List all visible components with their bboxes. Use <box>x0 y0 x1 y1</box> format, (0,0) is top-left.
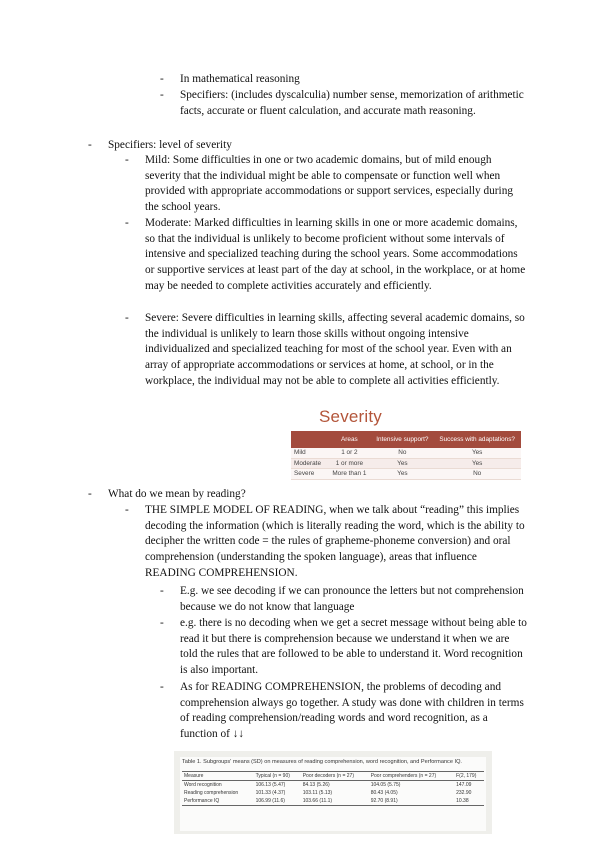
table-row <box>182 789 484 797</box>
table1 <box>182 771 484 806</box>
table1-image <box>174 751 492 834</box>
item-text: Moderate: Marked difficulties in learning skills in one or more academic domains, so that the individual is unlikely to become proficient without some intervals of intensive and specialized teaching during the school years. Some accommodations or supportive services at least part of the day at school, in the workplace, or at home may be needed to complete activities accurately and efficiently. <box>145 217 526 292</box>
table-cell: No <box>433 469 521 480</box>
header-cell: Success with adaptations? <box>433 431 521 448</box>
item-text: Mild: Some difficulties in one or two academic domains, but of mild enough severity that the individual might be able to compensate or function well when provided with appropriate accommodations or support services, especially during the school years. <box>145 154 513 214</box>
item-text: THE SIMPLE MODEL OF READING, when we talk about “reading” this implies decoding the information (which is literally reading the word, which is the ability to decipher the written code = the rules of grapheme-phoneme conversion) and oral comprehension (understanding the spoken language), areas that influence READING COMPREHENSION. <box>145 504 525 579</box>
table-cell: 103.11 (5.13) <box>302 790 333 796</box>
list-item <box>125 503 528 582</box>
item-text: In mathematical reasoning <box>180 73 300 85</box>
item-text: Severe: Severe difficulties in learning skills, affecting several academic domains, so the individual is unlikely to learn those skills without ongoing intensive individualized and specialized teaching for most of the school year. Even with an array of appropriate accommodations or services at home, at school, or in the workplace, the individual may not be able to complete all activities efficiently. <box>145 312 525 387</box>
table1-frame <box>180 757 486 831</box>
header-cell: F(2, 179) <box>454 772 484 781</box>
list-item <box>160 584 528 615</box>
severity-slide-image <box>283 401 524 489</box>
list-item <box>160 616 528 679</box>
table-cell: No <box>371 448 433 458</box>
list-item <box>160 680 528 743</box>
severity-title: Severity <box>319 407 383 426</box>
table-cell: 92.70 (8.91) <box>369 797 454 806</box>
list-item <box>125 216 528 295</box>
table-cell: Word recognition <box>184 782 222 788</box>
list-item <box>88 487 528 503</box>
bullet-dash: - <box>125 217 129 229</box>
table-cell: 101.33 (4.37) <box>255 790 286 796</box>
bullet-dash: - <box>160 585 164 597</box>
table-cell: Yes <box>433 458 521 469</box>
table-cell: 1 or more <box>327 458 371 469</box>
list-item <box>160 88 528 119</box>
table-row <box>291 448 521 458</box>
severity-table <box>291 431 521 480</box>
header-cell: Poor decoders (n = 27) <box>301 772 369 781</box>
table-cell: Mild <box>291 448 327 458</box>
item-text: As for READING COMPREHENSION, the problems of decoding and comprehension always go together. A study was done with children in terms of reading comprehension/reading words and word recognition, as a function of ↓↓ <box>180 681 524 741</box>
table-cell: 10.38 <box>454 797 484 806</box>
item-text: E.g. we see decoding if we can pronounce the letters but not comprehension because we do not know that language <box>180 585 524 613</box>
table-cell: 106.13 (5.47) <box>255 782 286 788</box>
list-item <box>125 153 528 216</box>
header-cell: Areas <box>327 431 371 448</box>
table1-caption: Table 1. Subgroups' means (SD) on measures of reading comprehension, word recognition, and Performance IQ. <box>182 759 462 765</box>
header-cell: Measure <box>182 772 254 781</box>
item-text: What do we mean by reading? <box>108 488 246 500</box>
bullet-dash: - <box>88 488 92 500</box>
table-row <box>182 781 484 790</box>
header-cell <box>291 431 327 448</box>
table-cell: 1 or 2 <box>327 448 371 458</box>
bullet-dash: - <box>160 89 164 101</box>
bullet-dash: - <box>125 312 129 324</box>
bullet-dash: - <box>125 154 129 166</box>
table-cell: More than 1 <box>327 469 371 480</box>
table-cell: Moderate <box>291 458 327 469</box>
table-cell: Severe <box>291 469 327 480</box>
table-cell: 84.13 (5.26) <box>302 782 330 788</box>
table-row <box>291 469 521 480</box>
table-cell: 147.09 <box>456 782 472 788</box>
severity-header-row <box>291 431 521 448</box>
table-cell: Yes <box>433 448 521 458</box>
bullet-dash: - <box>125 504 129 516</box>
item-text: Specifiers: (includes dyscalculia) number sense, memorization of arithmetic facts, accurate or fluent calculation, and accurate math reasoning. <box>180 89 524 117</box>
table-cell: 232.90 <box>456 790 472 796</box>
table-cell: 106.99 (11.6) <box>254 797 301 806</box>
item-text: Specifiers: level of severity <box>108 139 232 151</box>
table-cell: 80.43 (4.05) <box>370 790 398 796</box>
table-cell: Yes <box>371 469 433 480</box>
item-text: e.g. there is no decoding when we get a secret message without being able to read it but there is comprehension because we understand it when we are told the rules that are followed to be able to understand it. Word recognition is also important. <box>180 617 527 677</box>
header-cell: Typical (n = 90) <box>254 772 301 781</box>
header-cell: Intensive support? <box>371 431 433 448</box>
table1-header-row <box>182 772 484 781</box>
bullet-dash: - <box>160 681 164 693</box>
table-cell: 103.66 (11.1) <box>301 797 369 806</box>
bullet-dash: - <box>160 73 164 85</box>
table-row <box>182 797 484 806</box>
header-cell: Poor comprehenders (n = 27) <box>369 772 454 781</box>
table-cell: Yes <box>371 458 433 469</box>
table-cell: Reading comprehension <box>184 790 239 796</box>
list-item <box>88 138 528 154</box>
bullet-dash: - <box>160 617 164 629</box>
bullet-dash: - <box>88 139 92 151</box>
table-cell: 104.05 (5.75) <box>370 782 401 788</box>
list-item <box>125 311 528 390</box>
list-item <box>160 72 528 88</box>
table-row <box>291 458 521 469</box>
table-cell: Performance IQ <box>182 797 254 806</box>
